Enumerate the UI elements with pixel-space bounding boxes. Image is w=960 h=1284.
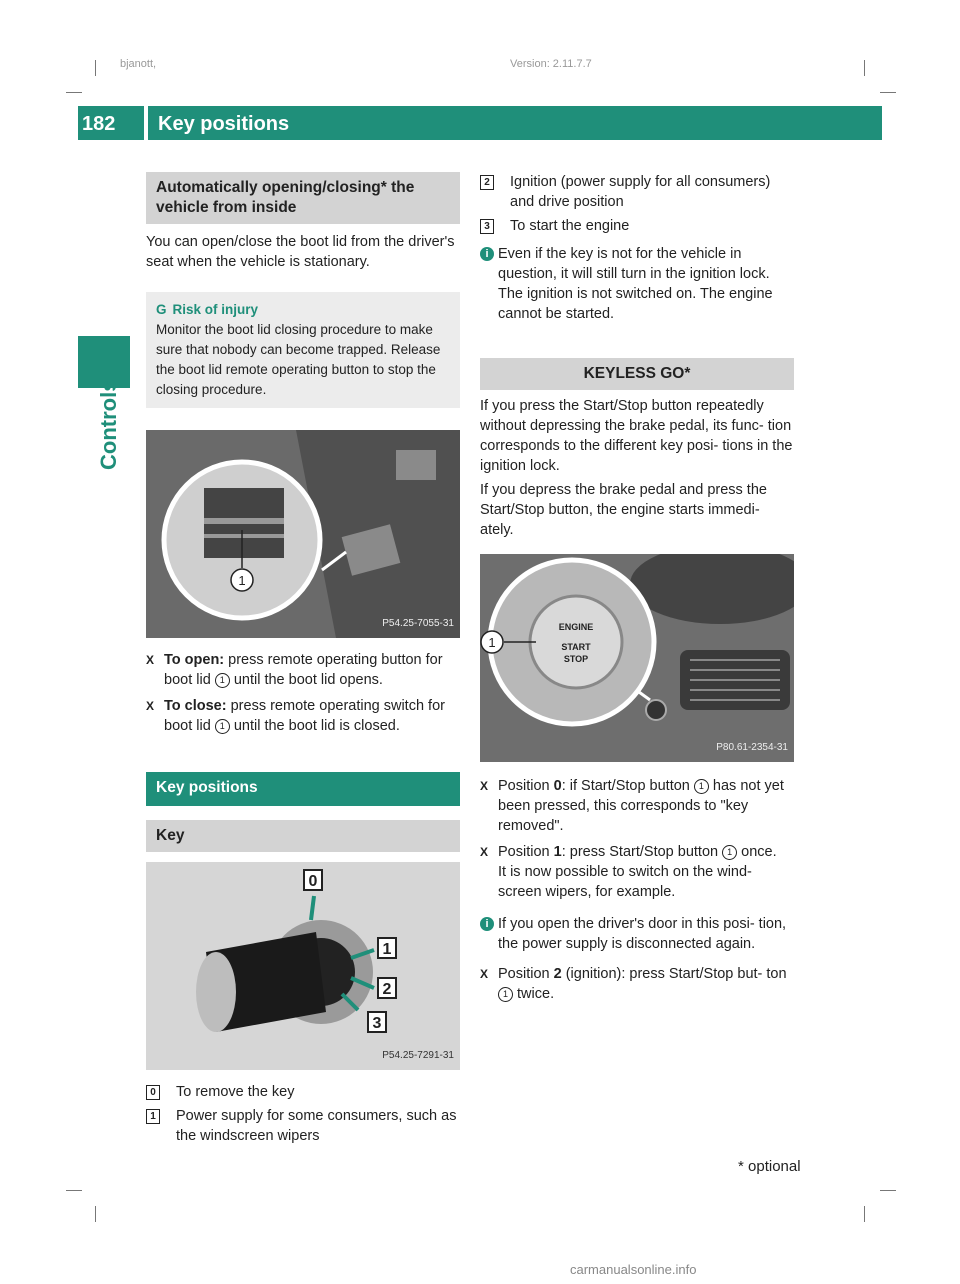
- position-number-box: 3: [480, 219, 494, 234]
- image3-callout: 1: [488, 635, 496, 650]
- step-close-text-end: until the boot lid is closed.: [229, 718, 400, 734]
- side-tab-label: Controls: [96, 379, 121, 470]
- key-label-0: 0: [308, 873, 318, 890]
- key-position-3: [480, 216, 794, 236]
- footer-optional-note: * optional: [738, 1158, 801, 1175]
- step-arrow-icon: X: [480, 967, 489, 981]
- section-title-key: Key: [146, 820, 460, 852]
- page-title: Key positions: [158, 113, 290, 135]
- warning-icon: G: [156, 302, 167, 317]
- key-position-text: To start the engine: [510, 218, 630, 234]
- step-text: Position: [498, 966, 554, 982]
- position-value: 0: [553, 778, 562, 794]
- start-stop-button-image: [480, 554, 794, 762]
- ignition-key-image: [146, 862, 460, 1070]
- key-label-2: 2: [382, 981, 392, 998]
- intro-text: You can open/close the boot lid from the driver's seat when the vehicle is stationary.: [146, 234, 455, 270]
- crop-mark: [880, 92, 896, 93]
- crop-mark: [864, 1206, 865, 1222]
- step-close-text: press remote operating switch for boot lid: [164, 698, 445, 734]
- key-position-1: [146, 1106, 460, 1146]
- info-note-door: [480, 914, 794, 954]
- meta-version: Version: 2.11.7.7: [510, 58, 592, 70]
- step-text: (ignition): press Start/Stop but- ton: [561, 966, 787, 982]
- btn-label-start: START: [561, 642, 591, 652]
- warning-title: Risk of injury: [172, 302, 259, 317]
- step-text: Position: [498, 778, 554, 794]
- step-arrow-icon: X: [480, 845, 489, 859]
- step-arrow-icon: X: [146, 699, 155, 713]
- step-open: [146, 650, 460, 690]
- step-close-label: To close:: [164, 698, 227, 714]
- key-position-0: [146, 1082, 460, 1102]
- crop-mark: [95, 60, 96, 76]
- warning-text: Monitor the boot lid closing procedure to make sure that nobody can become trapped. Release the boot lid remote operating button to stop the closing procedure.: [156, 322, 441, 397]
- info-note-text: Even if the key is not for the vehicle in question, it will still turn in the ignition lock. The ignition is not switched on. The engine cannot be started.: [498, 246, 773, 322]
- header-divider: [144, 80, 148, 140]
- info-note-text: If you open the driver's door in this posi- tion, the power supply is disconnected again.: [498, 916, 787, 952]
- key-label-1: 1: [382, 941, 392, 958]
- image2-code: P54.25-7291-31: [382, 1050, 454, 1061]
- step-text-end: once.: [737, 844, 777, 860]
- key-position-2: [480, 172, 794, 212]
- step-open-text-end: until the boot lid opens.: [229, 672, 383, 688]
- crop-mark: [95, 1206, 96, 1222]
- callout-1-icon: 1: [498, 987, 513, 1002]
- step-text: : if Start/Stop button: [561, 778, 694, 794]
- step-text-end: has not yet been pressed, this corresponds to "key removed".: [498, 778, 784, 834]
- keyless-para-2: If you depress the brake pedal and press the Start/Stop button, the engine starts immedi- ately.: [480, 482, 767, 538]
- step-position-0: [480, 776, 794, 836]
- key-position-text: To remove the key: [176, 1084, 295, 1100]
- callout-1-icon: 1: [722, 845, 737, 860]
- step-text-end: twice.: [513, 986, 555, 1002]
- step-text: : press Start/Stop button: [561, 844, 723, 860]
- key-position-text: Ignition (power supply for all consumers) and drive position: [510, 174, 771, 210]
- position-number-box: 1: [146, 1109, 160, 1124]
- crop-mark: [66, 1190, 82, 1191]
- boot-lid-button-image: [146, 430, 460, 638]
- warning-box: [146, 292, 460, 408]
- btn-label-engine: ENGINE: [558, 622, 594, 632]
- section-title-keyless-go: KEYLESS GO*: [480, 358, 794, 390]
- callout-1-icon: 1: [215, 673, 230, 688]
- crop-mark: [66, 92, 82, 93]
- image1-code: P54.25-7055-31: [382, 618, 454, 629]
- watermark: carmanualsonline.info: [570, 1262, 697, 1277]
- right-column: [480, 172, 794, 1010]
- step-arrow-icon: X: [480, 779, 489, 793]
- step-close: [146, 696, 460, 736]
- ignition-illustration: [146, 862, 460, 1070]
- crop-mark: [880, 1190, 896, 1191]
- left-column: [146, 172, 460, 1150]
- crop-mark: [864, 60, 865, 76]
- info-note-key: [480, 244, 794, 324]
- info-icon: i: [480, 917, 494, 931]
- callout-1-icon: 1: [215, 719, 230, 734]
- dashboard-illustration: [480, 554, 794, 762]
- position-value: 2: [553, 966, 562, 982]
- door-panel-illustration: [146, 430, 460, 638]
- meta-author: bjanott,: [120, 58, 157, 70]
- btn-label-stop: STOP: [563, 654, 589, 664]
- step-extra-text: It is now possible to switch on the wind- screen wipers, for example.: [498, 864, 752, 900]
- section-title-key-positions: Key positions: [146, 772, 460, 806]
- section-title-auto-open: Automatically opening/closing* the vehicle from inside: [146, 172, 460, 224]
- step-open-text: press remote operating button for boot lid: [164, 652, 443, 688]
- step-position-1: [480, 842, 794, 902]
- step-position-2: [480, 964, 794, 1004]
- position-value: 1: [553, 844, 562, 860]
- step-arrow-icon: X: [146, 653, 155, 667]
- image3-code: P80.61-2354-31: [716, 742, 788, 753]
- position-number-box: 0: [146, 1085, 160, 1100]
- page-number: 182: [82, 113, 116, 135]
- key-position-text: Power supply for some consumers, such as the windscreen wipers: [176, 1108, 457, 1144]
- key-label-3: 3: [372, 1015, 382, 1032]
- image1-callout: 1: [238, 573, 246, 588]
- step-open-label: To open:: [164, 652, 225, 668]
- callout-1-icon: 1: [694, 779, 709, 794]
- keyless-para-1: If you press the Start/Stop button repeatedly without depressing the brake pedal, its func- tion corresponds to the different key posi- tions in the ignition lock.: [480, 398, 793, 474]
- position-number-box: 2: [480, 175, 494, 190]
- step-text: Position: [498, 844, 554, 860]
- info-icon: i: [480, 247, 494, 261]
